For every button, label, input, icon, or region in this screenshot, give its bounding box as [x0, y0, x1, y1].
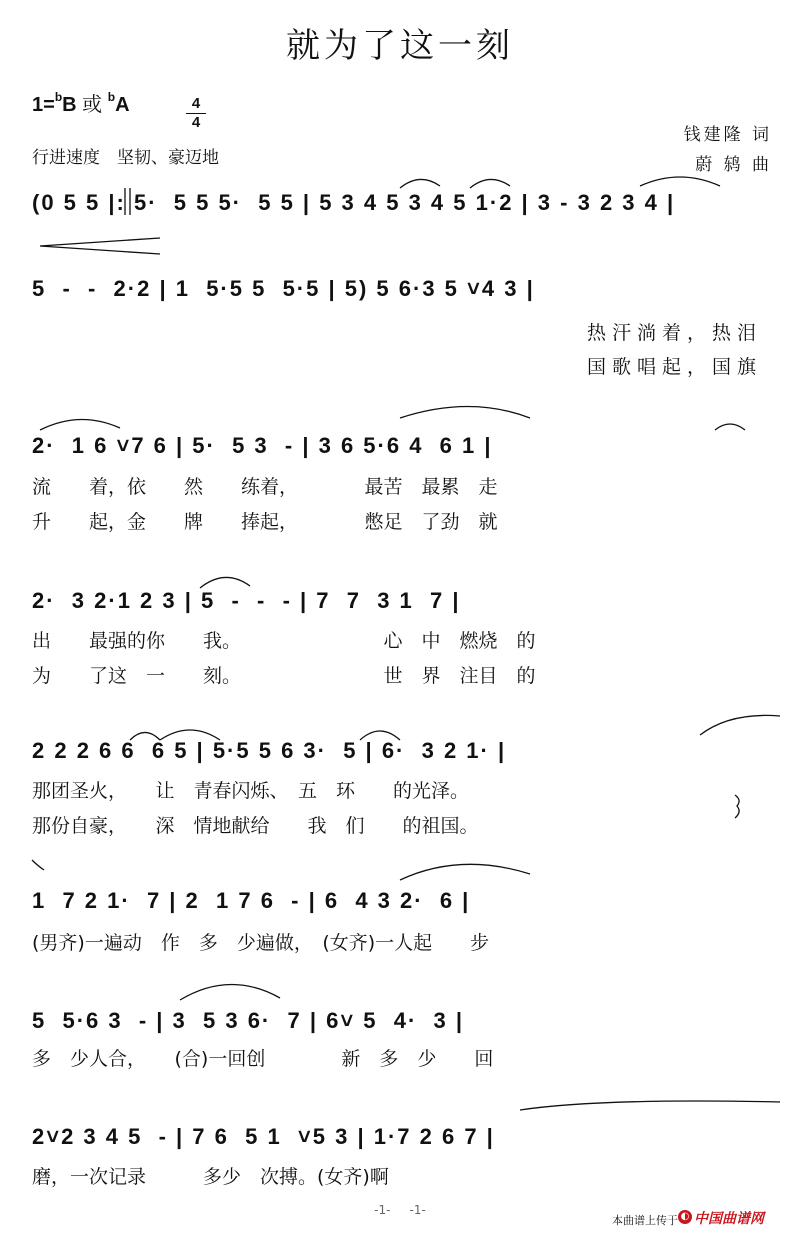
notation-line-8: 2˅2 3 4 5 - | 7 6 5 1 ˅5 3 | 1·7 2 6 7 |: [32, 1124, 495, 1149]
notation-line-1: (0 5 5 |: 5· 5 5 5· 5 5 | 5 3 4 5 3 4 5 1·2 | 3 - 3 2 3 4 |: [32, 190, 676, 215]
lyric-line-3a: 流 着，依 然 练着， 最苦 最累 走: [32, 476, 498, 498]
upload-notice: 本曲谱上传于: [612, 1214, 678, 1227]
lyric-line-6: (男齐)一遍动 作 多 少遍做， (女齐)一人起 步: [32, 932, 490, 954]
composer-credit: 蔚 鸫 曲: [695, 155, 772, 175]
lyric-line-5b: 那份自豪， 深 情地献给 我 们 的祖国。: [32, 815, 479, 837]
site-logo-text: 中国曲谱网: [694, 1211, 764, 1227]
lyric-line-4b: 为 了这 一 刻。 世 界 注目 的: [32, 665, 536, 687]
lyricist-credit: 钱建隆 词: [683, 125, 772, 145]
lyric-line-5a: 那团圣火， 让 青春闪烁、 五 环 的光泽。: [32, 780, 470, 802]
lyric-line-2a: 热汗淌着，热泪: [586, 322, 762, 344]
lyric-line-8: 磨，一次记录 多少 次搏。(女齐)啊: [32, 1166, 389, 1188]
time-signature: 4 4: [186, 96, 206, 131]
notation-line-7: 5 5·6 3 - | 3 5 3 6· 7 | 6˅ 5 4· 3 |: [32, 1008, 465, 1033]
key-signature: 1=$^b$B 或 $^b$A: [32, 90, 130, 116]
lyric-line-7: 多 少人合， (合)一回创 新 多 少 回: [32, 1048, 494, 1070]
song-title: 就为了这一刻: [286, 26, 514, 66]
page-number: -1- -1-: [374, 1203, 426, 1217]
lyric-line-4a: 出 最强的你 我。 心 中 燃烧 的: [32, 630, 536, 652]
notation-line-2: 5 - - 2·2 | 1 5·5 5 5·5 | 5) 5 6·3 5 ˅4 3 |: [32, 276, 535, 301]
notation-line-5: 2 2 2 6 6 6 5 | 5·5 5 6 3· 5 | 6· 3 2 1· |: [32, 738, 507, 763]
notation-line-6: 1 7 2 1· 7 | 2 1 7 6 - | 6 4 3 2· 6 |: [32, 888, 471, 913]
lyric-line-3b: 升 起，金 牌 捧起， 憋足 了劲 就: [32, 511, 498, 533]
notation-line-3: 2· 1 6 ˅7 6 | 5· 5 3 - | 3 6 5·6 4 6 1 |: [32, 433, 493, 458]
site-logo-icon: ◐: [678, 1210, 692, 1224]
notation-line-4: 2· 3 2·1 2 3 | 5 - - - | 7 7 3 1 7 |: [32, 588, 461, 613]
tempo-marking: 行进速度 坚韧、豪迈地: [32, 148, 219, 168]
lyric-line-2b: 国歌唱起，国旗: [586, 356, 762, 378]
